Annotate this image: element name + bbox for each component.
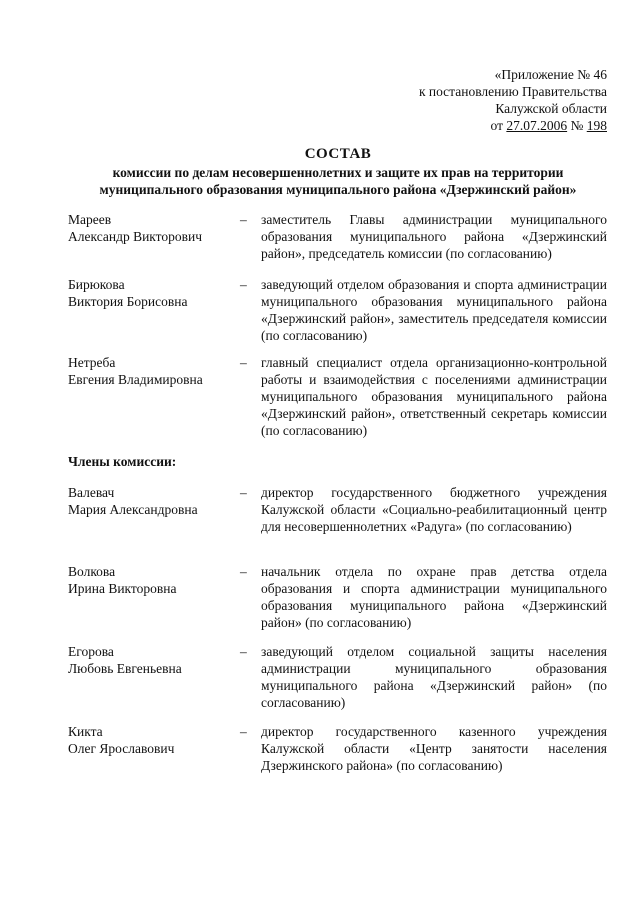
person-role: главный специалист отдела организационно-контрольной работы и взаимодействия с поселениями администрации муниципального образования муниципального района «Дзержинский район», ответственный секретарь комиссии (по согласованию) <box>261 355 607 438</box>
person-given-names: Мария Александровна <box>68 502 198 517</box>
person-name <box>68 563 238 597</box>
dash-separator: – <box>240 277 247 292</box>
dash-separator: – <box>240 212 247 227</box>
person-given-names: Любовь Евгеньевна <box>68 661 182 676</box>
person-name <box>68 276 238 310</box>
dash-separator: – <box>240 485 247 500</box>
document-heading <box>40 145 636 198</box>
appendix-number: 198 <box>586 118 607 133</box>
dash-separator: – <box>240 355 247 370</box>
appendix-line-1: «Приложение № 46 <box>494 67 607 82</box>
members-heading: Члены комиссии: <box>68 454 177 469</box>
person-name <box>68 484 238 518</box>
person-surname: Валевач <box>68 485 115 500</box>
appendix-line-3: Калужской области <box>495 101 607 116</box>
person-given-names: Ирина Викторовна <box>68 581 177 596</box>
appendix-date: 27.07.2006 <box>506 118 568 133</box>
appendix-number-prefix: № <box>567 118 587 133</box>
person-role: начальник отдела по охране прав детства отдела образования и спорта администрации муниципального образования муниципального района «Дзержинский район» (по согласованию) <box>261 564 607 630</box>
document-subtitle-line-1: комиссии по делам несовершеннолетних и защите их прав на территории <box>112 165 564 180</box>
person-name <box>68 354 238 388</box>
appendix-line-2: к постановлению Правительства <box>418 84 607 99</box>
person-surname: Бирюкова <box>68 277 125 292</box>
dash-separator: – <box>240 564 247 579</box>
person-surname: Волкова <box>68 564 116 579</box>
dash-separator: – <box>240 724 247 739</box>
person-role: заместитель Главы администрации муниципального образования муниципального района «Дзержинский район», председатель комиссии (по согласованию) <box>261 212 607 261</box>
person-given-names: Александр Викторович <box>68 229 203 244</box>
person-given-names: Евгения Владимировна <box>68 372 203 387</box>
person-role: директор государственного бюджетного учреждения Калужской области «Социально-реабилитационный центр для несовершеннолетних «Радуга» (по согласованию) <box>261 485 607 534</box>
person-name <box>68 211 238 245</box>
appendix-block <box>307 66 607 134</box>
dash-separator: – <box>240 644 247 659</box>
document-title: СОСТАВ <box>304 146 372 162</box>
person-surname: Кикта <box>68 724 103 739</box>
person-role: заведующий отделом образования и спорта администрации муниципального образования муниципального района «Дзержинский район», заместитель председателя комиссии (по согласованию) <box>261 277 607 343</box>
person-given-names: Виктория Борисовна <box>68 294 188 309</box>
person-role: директор государственного казенного учреждения Калужской области «Центр занятости населения Дзержинского района» (по согласованию) <box>261 724 607 773</box>
document-subtitle-line-2: муниципального образования муниципального района «Дзержинский район» <box>99 182 577 197</box>
person-surname: Нетреба <box>68 355 116 370</box>
person-surname: Егорова <box>68 644 114 659</box>
appendix-line-4 <box>307 117 607 134</box>
appendix-date-prefix: от <box>490 118 507 133</box>
person-surname: Мареев <box>68 212 112 227</box>
person-role: заведующий отделом социальной защиты населения администрации муниципального образования муниципального района «Дзержинский район» (по согласованию) <box>261 644 607 710</box>
person-given-names: Олег Ярославович <box>68 741 175 756</box>
person-name <box>68 643 238 677</box>
person-name <box>68 723 238 757</box>
